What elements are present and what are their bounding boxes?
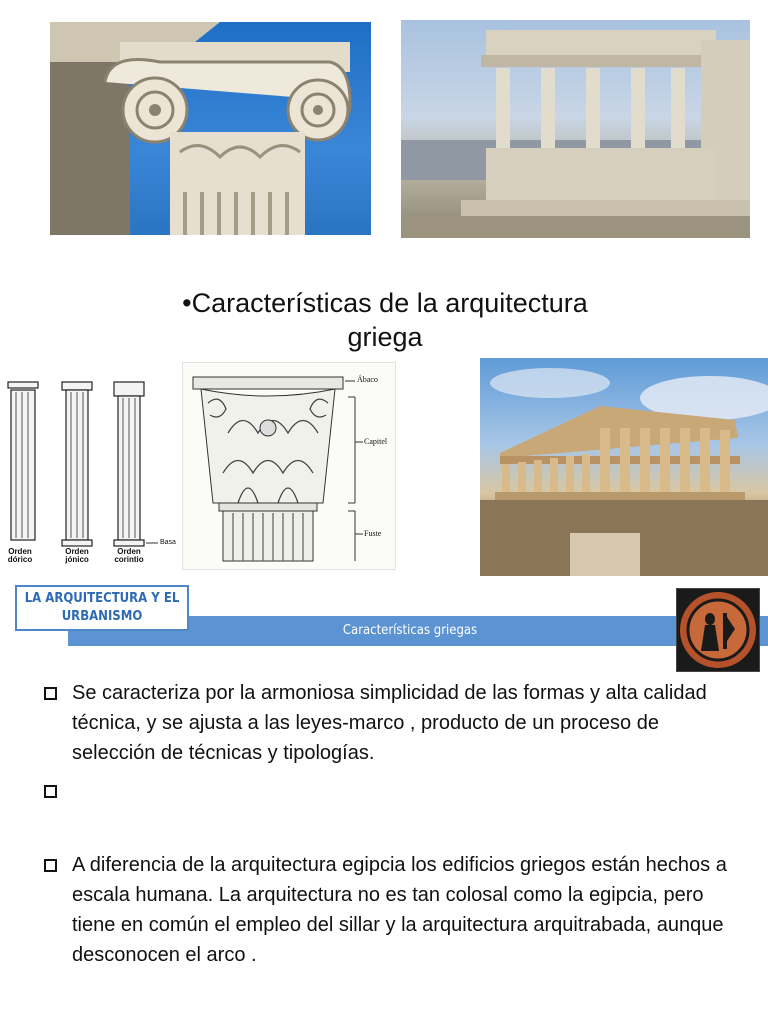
base-label: Basa	[160, 539, 176, 546]
fuste-label: Fuste	[364, 529, 382, 538]
abaco-label: Ábaco	[357, 375, 378, 384]
vase-illustration	[677, 589, 759, 671]
erechtheion-caryatids-photo	[401, 20, 750, 238]
column-orders-illustration	[0, 378, 176, 570]
bullet-text: Se caracteriza por la armoniosa simplicidad de las formas y alta calidad técnica, y se ajusta a las leyes-marco , producto de un proceso de selección de técnicas y tipologías.	[72, 682, 707, 764]
greek-vase-thumbnail	[676, 588, 760, 672]
ionic-capital-photo	[50, 22, 371, 235]
bullet-text: A diferencia de la arquitectura egipcia los edificios griegos están hechos a escala humana. La arquitectura no es tan colosal como la egipcia, pero tiene en común el empleo del sillar y la arquitectura arquitrabada, aunque desconocen el arco .	[72, 854, 727, 966]
square-bullet-icon	[44, 687, 57, 700]
capitel-label: Capitel	[364, 437, 388, 446]
square-bullet-icon	[44, 859, 57, 872]
section-title-box: LA ARQUITECTURA Y EL URBANISMO	[15, 585, 189, 631]
bullet-list	[44, 678, 734, 970]
list-item	[44, 850, 734, 970]
parthenon-illustration	[480, 358, 768, 576]
parthenon-photo	[480, 358, 768, 576]
order-label-ionic: Orden jónico	[65, 547, 89, 564]
corinthian-capital-diagram	[182, 362, 396, 570]
page-title: •Características de la arquitectura griega	[182, 288, 588, 352]
section-subtitle: Características griegas	[342, 623, 478, 638]
order-label-corinthian: Orden corintio	[114, 547, 144, 564]
corinthian-capital-illustration	[183, 363, 395, 569]
column-orders-diagram	[0, 378, 176, 570]
ionic-capital-illustration	[50, 22, 371, 235]
caryatids-illustration	[401, 20, 750, 238]
order-label-doric: Orden dórico	[7, 547, 33, 564]
list-item	[44, 776, 734, 806]
list-item	[44, 678, 734, 768]
square-bullet-icon	[44, 785, 57, 798]
